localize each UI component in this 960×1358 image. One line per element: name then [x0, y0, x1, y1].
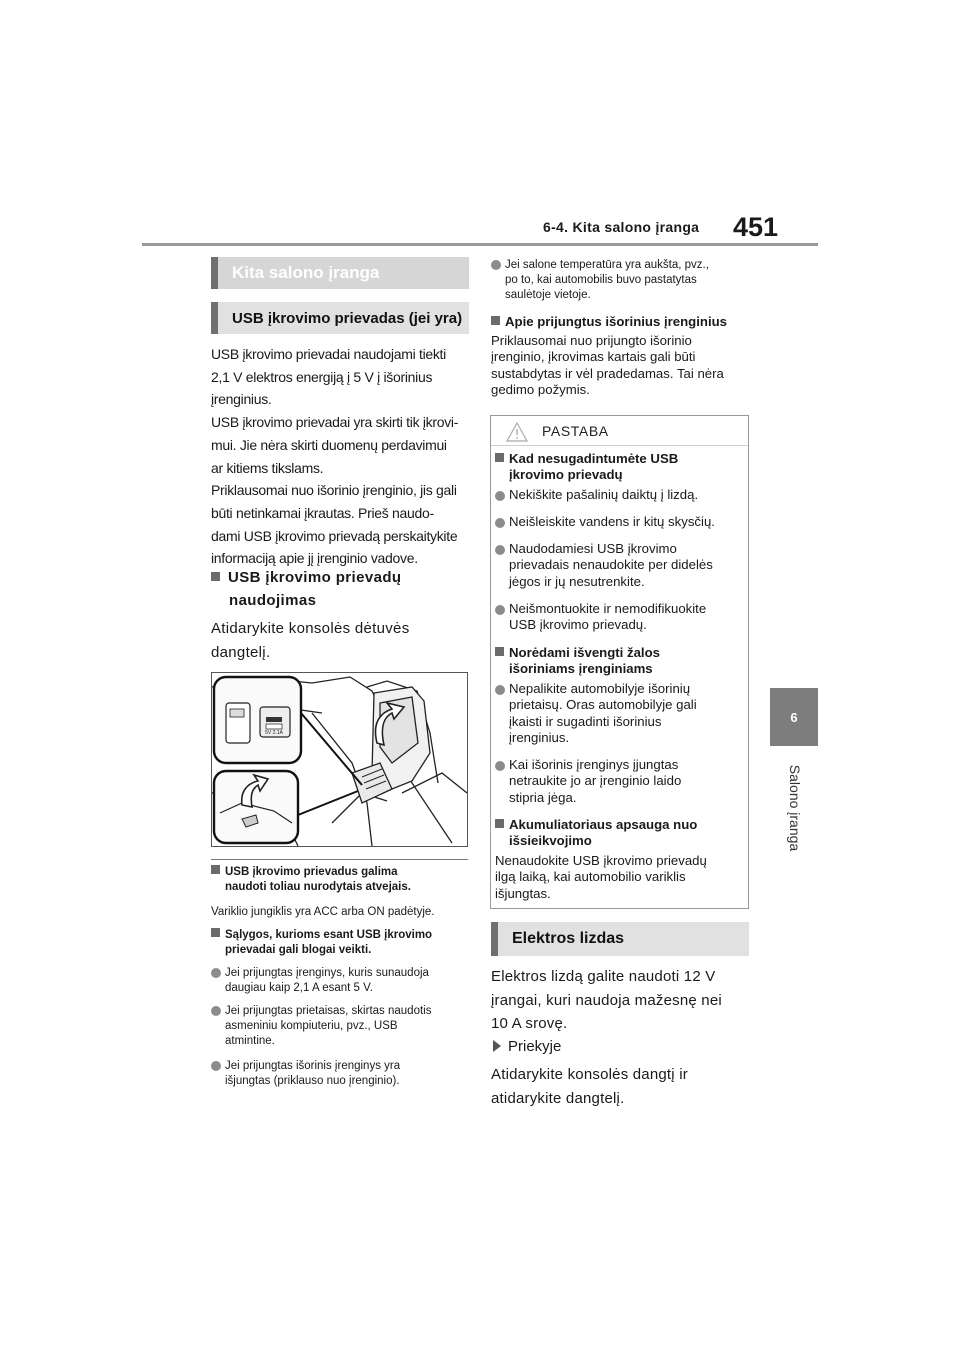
text-line: Jei salone temperatūra yra aukšta, pvz.,: [505, 259, 709, 271]
square-bullet-icon: [495, 647, 504, 656]
text-line: saulėtoje vietoje.: [505, 289, 591, 302]
square-bullet-icon: [211, 928, 220, 937]
heading-line: prievadai gali blogai veikti.: [225, 944, 372, 957]
notice-heading-3: [495, 817, 745, 850]
text-line: Elektros lizdą galite naudoti 12 V: [491, 968, 716, 985]
subsection-title-bar: [211, 302, 469, 334]
socket-title-bar: [491, 922, 749, 956]
text-line: Naudodamiesi USB įkrovimo: [509, 541, 677, 556]
notice-bullet: [495, 601, 745, 634]
text-line: jėgos ir jų nesutrenkite.: [509, 573, 645, 589]
bullet-dot-icon: [211, 968, 221, 978]
notice-bullet: [495, 541, 745, 590]
console-illustration: [211, 672, 468, 847]
front-label: [493, 1036, 753, 1058]
text-line: Atidarykite konsolės dangtį ir: [491, 1066, 688, 1083]
heading-line: Sąlygos, kurioms esant USB įkrovimo: [225, 929, 433, 941]
notice-bullet: [495, 487, 745, 505]
bullet-dot-icon: [495, 545, 505, 555]
text-line: Nepalikite automobilyje išorinių: [509, 681, 691, 696]
text-line: daugiau kaip 2,1 A esant 5 V.: [225, 982, 373, 995]
text-line: 2,1 V elektros energiją į 5 V į išorinius: [211, 368, 433, 385]
condition-bullet: [211, 1004, 473, 1050]
console-drawing: [212, 673, 467, 846]
square-bullet-icon: [211, 572, 220, 581]
text-line: Jei prijungtas išorinis įrenginys yra: [225, 1060, 401, 1072]
text-line: sustabdytas ir vėl pradedamas. Tai nėra: [491, 365, 724, 381]
text-line: įrenginio, įkrovimas kartais gali būti: [491, 349, 696, 365]
section-title: Kita salono įranga: [232, 263, 380, 282]
text-line: prietaisų. Oras automobilyje gali: [509, 697, 697, 713]
notice-heading-2: [495, 645, 745, 678]
text-line: po to, kai automobilis buvo pastatytas: [505, 274, 697, 287]
chapter-title: Salono įranga: [787, 764, 803, 852]
usage-heading: [211, 566, 473, 612]
text-line: Akumuliatoriaus apsauga nuo: [509, 817, 698, 832]
text-line: ar kitiems tikslams.: [211, 459, 324, 476]
condition-bullet: [211, 1059, 473, 1089]
text-line: USB įkrovimo prievadai yra skirti tik įkrovi-: [211, 414, 459, 431]
notice-heading-1: [495, 451, 745, 484]
triangle-bullet-icon: [493, 1040, 501, 1052]
text-line: netraukite jo ar įrenginio laido: [509, 773, 682, 789]
notice-bullet: [495, 757, 745, 806]
text-line: dangtelį.: [211, 643, 271, 661]
usage-heading-line: naudojimas: [229, 592, 317, 609]
text-line: mui. Jie nėra skirti duomenų perdavimui: [211, 436, 447, 453]
text-line: įrangai, kuri naudoja mažesnę nei: [491, 991, 722, 1009]
usage-text: [211, 617, 473, 664]
text-line: įkrovimo prievadų: [509, 467, 623, 483]
heading-line: USB įkrovimo prievadus galima: [225, 866, 398, 878]
square-bullet-icon: [491, 316, 500, 325]
heading-line: naudoti toliau nurodytais atvejais.: [225, 881, 411, 894]
socket-text: [491, 965, 753, 1036]
text-line: Nenaudokite USB įkrovimo prievadų: [495, 853, 707, 868]
note1-heading: [211, 865, 473, 895]
text-line: Atidarykite konsolės dėtuvės: [211, 620, 410, 637]
usb-intro-paragraph: [211, 343, 473, 570]
text-line: Kai išorinis įrenginys įjungtas: [509, 757, 679, 772]
chapter-number: 6: [790, 709, 798, 725]
usage-heading-line: USB įkrovimo prievadų: [228, 569, 402, 586]
text-line: išjungtas.: [495, 885, 551, 901]
connect-heading-text: Apie prijungtus išorinius įrenginius: [505, 314, 728, 329]
square-bullet-icon: [211, 865, 220, 874]
text-line: ilgą laiką, kai automobilio variklis: [495, 869, 686, 885]
text-line: USB įkrovimo prievadų.: [509, 617, 647, 633]
text-line: Priklausomai nuo išorinio įrenginio, jis gali: [211, 482, 457, 499]
text-line: įrenginius.: [211, 391, 272, 408]
text-line: dami USB įkrovimo prievadą perskaitykite: [211, 527, 458, 544]
text-line: Jei prijungtas įrenginys, kuris sunaudoja: [225, 967, 429, 979]
text-line: Kad nesugadintumėte USB: [509, 451, 679, 466]
bullet-dot-icon: [491, 260, 501, 270]
section-divider: [211, 859, 468, 860]
text-line: Jei prijungtas prietaisas, skirtas naudotis: [225, 1005, 432, 1017]
text-line: išoriniams įrenginiams: [509, 661, 653, 677]
text-line: atidarykite dangtelį.: [491, 1089, 625, 1107]
front-text: [491, 1063, 753, 1110]
notice-text-3: [495, 853, 745, 902]
bullet-dot-icon: [211, 1061, 221, 1071]
text-line: išsieikvojimo: [509, 833, 592, 849]
connect-heading: [491, 314, 753, 330]
text-line: Neišmontuokite ir nemodifikuokite: [509, 601, 707, 616]
running-header: 6-4. Kita salono įranga: [543, 219, 700, 235]
text-line: gedimo požymis.: [491, 382, 590, 398]
note2-heading: [211, 928, 473, 958]
square-bullet-icon: [495, 819, 504, 828]
socket-title: Elektros lizdas: [512, 930, 625, 947]
text-line: Neišleiskite vandens ir kitų skysčių.: [509, 514, 715, 529]
text-line: stipria jėga.: [509, 789, 577, 805]
text-line: informaciją apie jį įrenginio vadove.: [211, 550, 418, 567]
text-line: atmintine.: [225, 1035, 275, 1048]
text-line: būti netinkamai įkrautas. Prieš naudo-: [211, 504, 434, 521]
text-line: išjungtas (priklauso nuo įrenginio).: [225, 1075, 400, 1088]
page-number: 451: [733, 212, 779, 242]
bullet-dot-icon: [495, 518, 505, 528]
usb-port-label: 5V 2.1A: [265, 730, 283, 736]
text-line: prievadais nenaudokite per didelės: [509, 557, 713, 573]
square-bullet-icon: [495, 453, 504, 462]
connect-text: [491, 333, 753, 398]
notice-bullet: [495, 514, 745, 532]
front-label-text: Priekyje: [508, 1038, 562, 1055]
temperature-bullet: [491, 258, 753, 304]
text-line: USB įkrovimo prievadai naudojami tiekti: [211, 346, 446, 362]
chapter-tab: [770, 688, 818, 746]
note1-text: Variklio jungiklis yra ACC arba ON padėtyje.: [211, 906, 435, 918]
bullet-dot-icon: [495, 761, 505, 771]
warning-triangle-icon: [506, 422, 528, 442]
text-line: įkaisti ir sugadinti išorinius: [509, 713, 662, 729]
bullet-dot-icon: [211, 1006, 221, 1016]
notice-bullet: [495, 681, 745, 746]
subsection-title: USB įkrovimo prievadas (jei yra): [232, 309, 463, 327]
chapter-tab-label: [784, 760, 806, 856]
notice-header: [491, 416, 748, 446]
section-title-bar: [211, 257, 469, 289]
text-line: Priklausomai nuo prijungto išorinio: [491, 333, 692, 348]
header-rule: [142, 243, 818, 246]
bullet-dot-icon: [495, 491, 505, 501]
text-line: 10 A srovę.: [491, 1015, 568, 1032]
notice-title: PASTABA: [542, 423, 609, 439]
condition-bullet: [211, 966, 473, 996]
text-line: asmeniniu kompiuteriu, pvz., USB: [225, 1020, 398, 1033]
text-line: įrenginius.: [509, 730, 570, 746]
text-line: Norėdami išvengti žalos: [509, 645, 660, 660]
bullet-dot-icon: [495, 605, 505, 615]
bullet-dot-icon: [495, 685, 505, 695]
text-line: Nekiškite pašalinių daiktų į lizdą.: [509, 487, 699, 502]
